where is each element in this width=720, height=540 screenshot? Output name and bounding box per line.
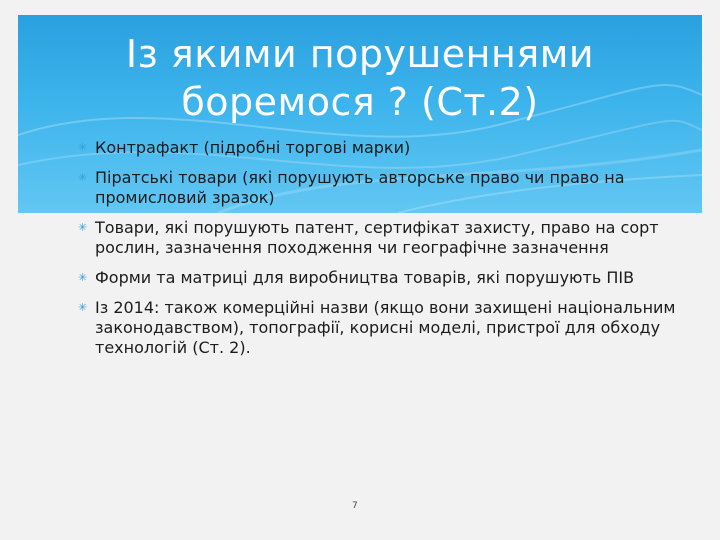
bullet-text: Із 2014: також комерційні назви (якщо вони захищені національним законодавством), топографії, корисні моделі, пристрої для обходу технологій (Ст. 2).	[95, 298, 676, 357]
asterisk-bullet-icon: ✳	[78, 171, 88, 184]
bullet-text: Товари, які порушують патент, сертифікат захисту, право на сорт рослин, зазначення походження чи географічне зазначення	[95, 218, 659, 257]
bullet-list	[78, 138, 678, 368]
asterisk-bullet-icon: ✳	[78, 271, 88, 284]
asterisk-bullet-icon: ✳	[78, 221, 88, 234]
title-line-2: боремося ? (Ст.2)	[181, 80, 539, 124]
bullet-item-5	[78, 298, 678, 358]
bullet-item-4	[78, 268, 678, 288]
page-number: 7	[352, 501, 358, 511]
bullet-text: Контрафакт (підробні торгові марки)	[95, 138, 411, 157]
asterisk-bullet-icon: ✳	[78, 301, 88, 314]
bullet-text: Форми та матриці для виробництва товарів, які порушують ПІВ	[95, 268, 635, 287]
title-line-1: Із якими порушеннями	[125, 32, 595, 76]
slide-title	[18, 30, 702, 126]
bullet-item-1	[78, 138, 678, 158]
bullet-item-3	[78, 218, 678, 258]
bullet-item-2	[78, 168, 678, 208]
bullet-text: Піратські товари (які порушують авторське право чи право на промисловий зразок)	[95, 168, 625, 207]
asterisk-bullet-icon: ✳	[78, 141, 88, 154]
